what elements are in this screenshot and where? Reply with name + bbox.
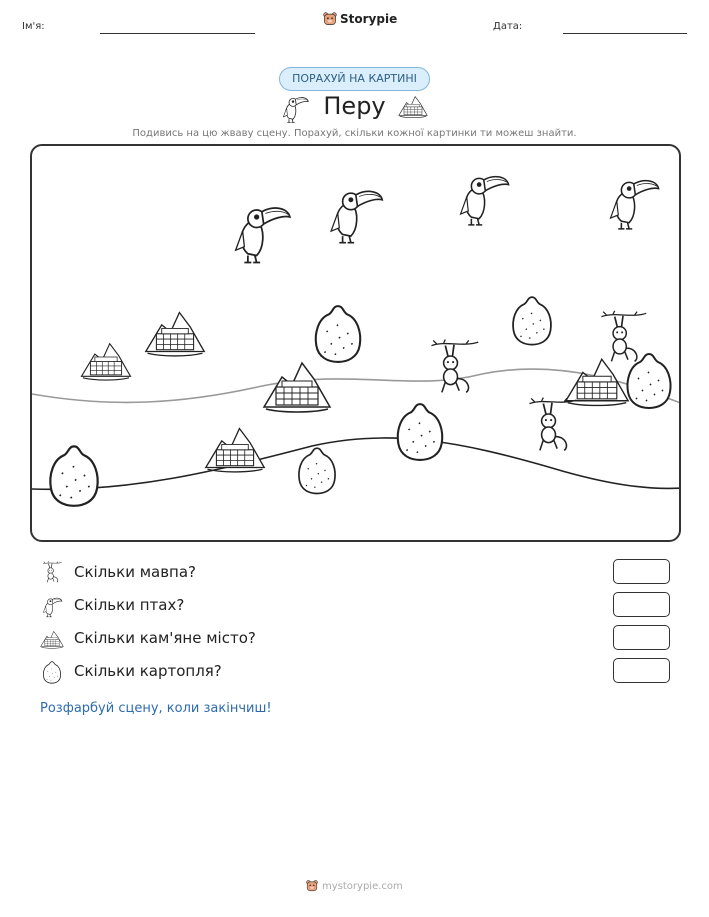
instructions: Подивись на цю жваву сцену. Порахуй, скільки кожної картинки ти можеш знайти. — [132, 128, 577, 139]
name-line[interactable] — [100, 33, 255, 34]
monkey-icon — [598, 310, 648, 368]
question-row — [40, 625, 670, 655]
question-text: Скільки мавпа? — [74, 563, 197, 581]
potato-icon — [394, 400, 446, 462]
activity-badge: ПОРАХУЙ НА КАРТИНІ — [279, 67, 430, 91]
question-row — [40, 592, 670, 622]
monkey-icon — [526, 396, 578, 458]
footer-link[interactable]: mystorypie.com — [322, 880, 403, 892]
potato-icon — [46, 442, 102, 508]
potato-icon — [40, 660, 64, 684]
citadel-icon — [40, 627, 64, 651]
question-text: Скільки картопля? — [74, 662, 222, 680]
logo-text: Storypie — [340, 12, 398, 26]
answer-box[interactable] — [613, 559, 670, 584]
toucan-icon — [452, 166, 514, 228]
toucan-icon — [40, 594, 64, 618]
question-row — [40, 559, 670, 589]
answer-box[interactable] — [613, 592, 670, 617]
answer-box[interactable] — [613, 658, 670, 683]
question-row — [40, 658, 670, 688]
answer-box[interactable] — [613, 625, 670, 650]
question-text: Скільки птах? — [74, 596, 185, 614]
citadel-icon — [398, 93, 428, 119]
monkey-icon — [428, 338, 480, 400]
name-label: Ім'я: — [22, 21, 45, 32]
potato-icon — [296, 444, 338, 496]
counting-scene — [30, 144, 681, 542]
toucan-icon — [226, 196, 296, 266]
citadel-icon — [80, 336, 132, 384]
toucan-icon — [602, 170, 664, 232]
page-title: Перу — [323, 92, 386, 120]
date-label: Дата: — [493, 21, 523, 32]
monkey-icon — [40, 561, 64, 585]
citadel-icon — [204, 420, 266, 476]
toucan-icon — [322, 180, 388, 246]
storypie-logo — [323, 12, 397, 26]
potato-icon — [510, 292, 554, 348]
date-line[interactable] — [563, 33, 687, 34]
footer — [306, 880, 403, 892]
citadel-icon — [144, 304, 206, 360]
storypie-bear-icon — [306, 880, 318, 892]
question-text: Скільки кам'яне місто? — [74, 629, 256, 647]
storypie-bear-icon — [323, 12, 337, 26]
potato-icon — [312, 302, 364, 364]
coloring-note: Розфарбуй сцену, коли закінчиш! — [40, 701, 272, 716]
